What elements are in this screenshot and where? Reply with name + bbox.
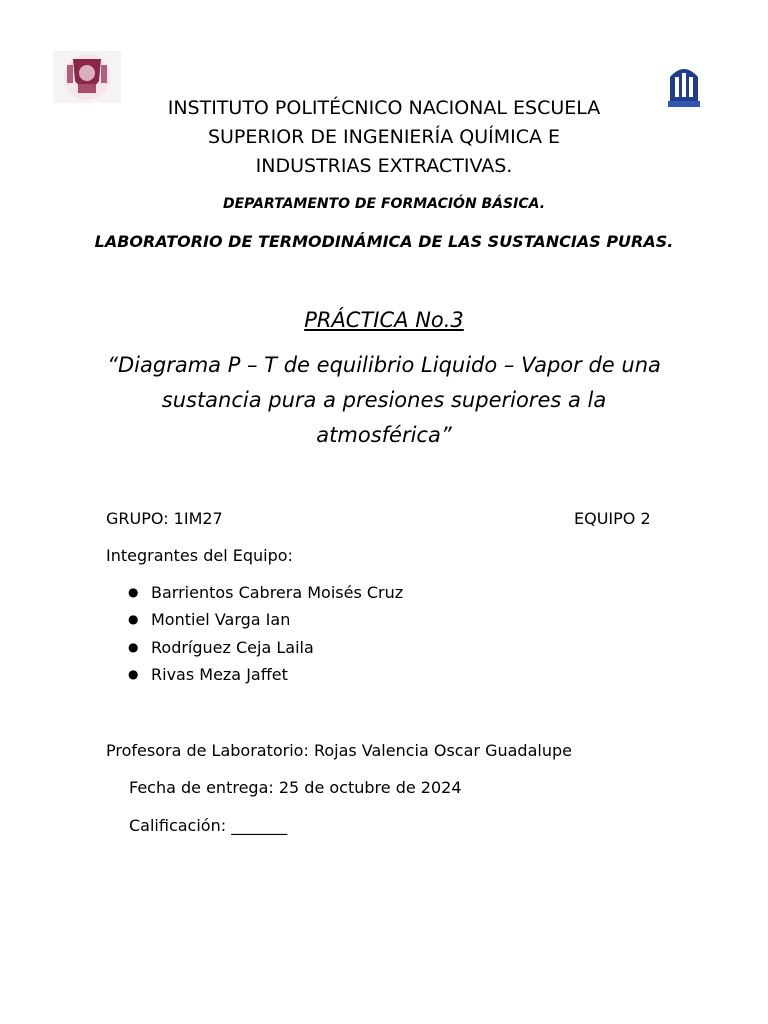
institution-title-text: INSTITUTO POLITÉCNICO NACIONAL ESCUELA SUPERIOR DE INGENIERÍA QUÍMICA E INDUSTRIAS EXTRACTIVAS. [167, 97, 601, 177]
institution-title [0, 94, 768, 181]
list-item: ● Barrientos Cabrera Moisés Cruz [128, 582, 403, 609]
department-heading: DEPARTAMENTO DE FORMACIÓN BÁSICA. [222, 196, 546, 212]
practice-title [0, 348, 768, 453]
laboratory-heading: LABORATORIO DE TERMODINÁMICA DE LAS SUSTANCIAS PURAS. [94, 232, 674, 251]
grade-line: Calificación: _______ [129, 816, 288, 835]
professor-line: Profesora de Laboratorio: Rojas Valencia Oscar Guadalupe [106, 741, 572, 760]
delivery-date: Fecha de entrega: 25 de octubre de 2024 [129, 778, 462, 797]
list-item: ● Rodríguez Ceja Laila [128, 637, 403, 664]
list-item: ● Montiel Varga Ian [128, 609, 403, 636]
group-label: GRUPO: 1IM27 [106, 509, 223, 528]
members-heading: Integrantes del Equipo: [106, 546, 293, 565]
practice-title-text: “Diagrama P – T de equilibrio Liquido – Vapor de una sustancia pura a presiones superiores a la atmosférica” [107, 353, 661, 447]
practice-number: PRÁCTICA No.3 [304, 308, 464, 332]
members-list [128, 582, 403, 691]
list-item: ● Rivas Meza Jaffet [128, 664, 403, 691]
team-label: EQUIPO 2 [574, 509, 651, 528]
